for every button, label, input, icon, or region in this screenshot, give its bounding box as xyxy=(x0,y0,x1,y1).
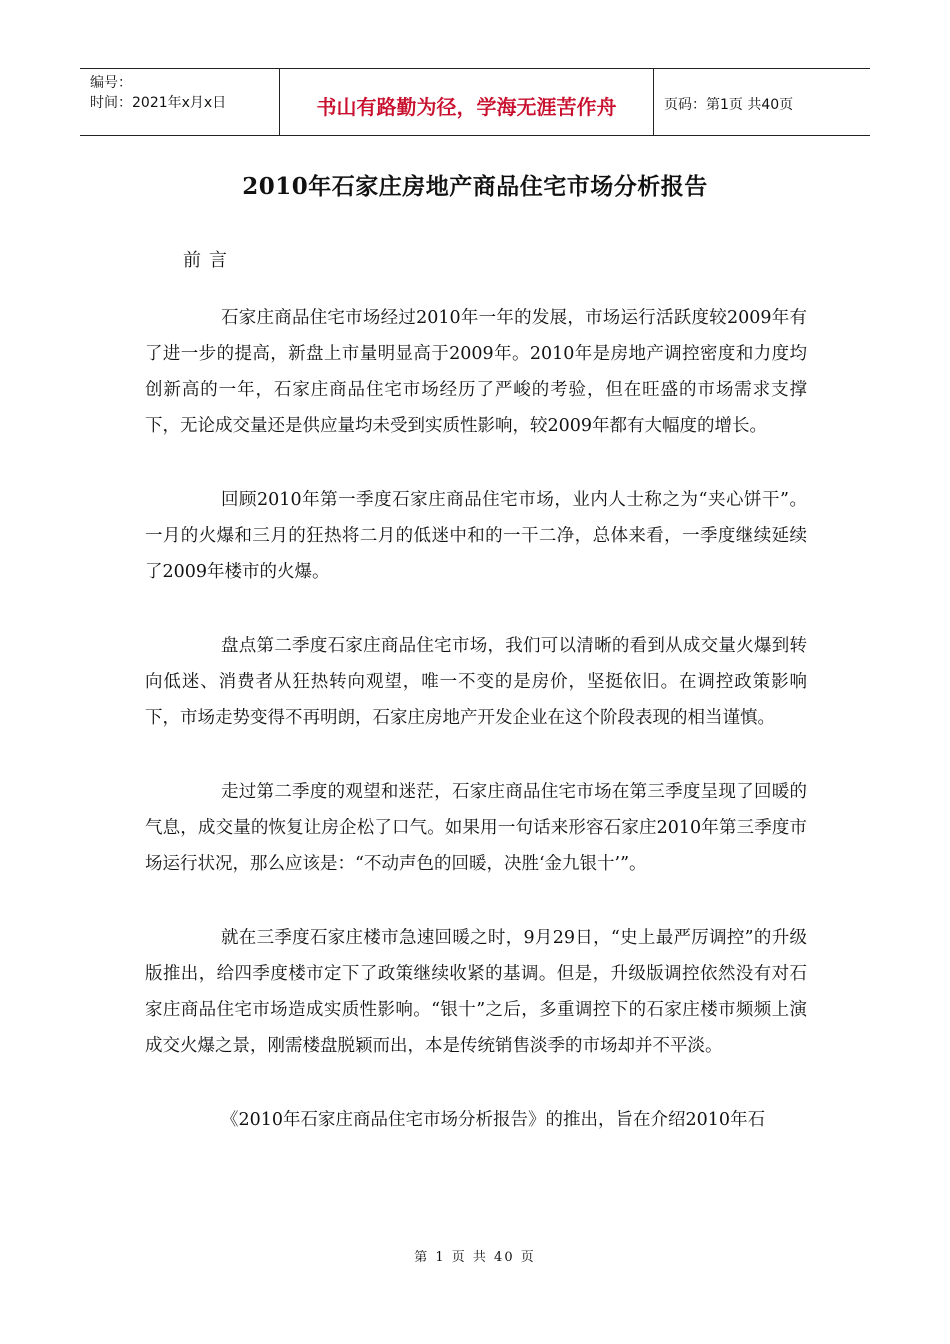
time-label: 时间：2021年x月x日 xyxy=(90,95,227,111)
document-body xyxy=(145,300,807,1176)
page-code-cell xyxy=(654,69,870,135)
body-paragraph: 走过第二季度的观望和迷茫，石家庄商品住宅市场在第三季度呈现了回暖的气息，成交量的恢复让房企松了口气。如果用一句话来形容石家庄2010年第三季度市场运行状况，那么应该是：“不动声色的回暖，决胜‘金九银十’”。 xyxy=(145,782,807,874)
number-label: 编号： xyxy=(90,75,132,91)
preface-heading: 前言 xyxy=(183,250,235,271)
motto-cell xyxy=(280,69,654,135)
document-title: 2010年石家庄房地产商品住宅市场分析报告 xyxy=(242,173,708,200)
motto-text: 书山有路勤为径，学海无涯苦作舟 xyxy=(316,94,617,119)
body-paragraph: 《2010年石家庄商品住宅市场分析报告》的推出，旨在介绍2010年石 xyxy=(221,1110,766,1130)
page-footer: 第 1 页 共 40 页 xyxy=(414,1250,536,1265)
body-paragraph: 就在三季度石家庄楼市急速回暖之时，9月29日，“史上最严厉调控”的升级版推出，给四季度楼市定下了政策继续收紧的基调。但是，升级版调控依然没有对石家庄商品住宅市场造成实质性影响。“银十”之后，多重调控下的石家庄楼市频频上演成交火爆之景，刚需楼盘脱颖而出，本是传统销售淡季的市场却并不平淡。 xyxy=(145,928,807,1056)
body-paragraph: 石家庄商品住宅市场经过2010年一年的发展，市场运行活跃度较2009年有了进一步的提高，新盘上市量明显高于2009年。2010年是房地产调控密度和力度均创新高的一年，石家庄商品住宅市场经历了严峻的考验，但在旺盛的市场需求支撑下，无论成交量还是供应量均未受到实质性影响，较2009年都有大幅度的增长。 xyxy=(145,308,807,436)
body-paragraph: 盘点第二季度石家庄商品住宅市场，我们可以清晰的看到从成交量火爆到转向低迷、消费者从狂热转向观望，唯一不变的是房价，坚挺依旧。在调控政策影响下，市场走势变得不再明朗，石家庄房地产开发企业在这个阶段表现的相当谨慎。 xyxy=(145,636,807,728)
body-paragraph: 回顾2010年第一季度石家庄商品住宅市场，业内人士称之为“夹心饼干”。一月的火爆和三月的狂热将二月的低迷中和的一干二净，总体来看，一季度继续延续了2009年楼市的火爆。 xyxy=(145,490,807,582)
header-meta-cell xyxy=(80,69,280,135)
header-table xyxy=(80,68,870,136)
page-code: 页码：第1页 共40页 xyxy=(664,97,794,113)
